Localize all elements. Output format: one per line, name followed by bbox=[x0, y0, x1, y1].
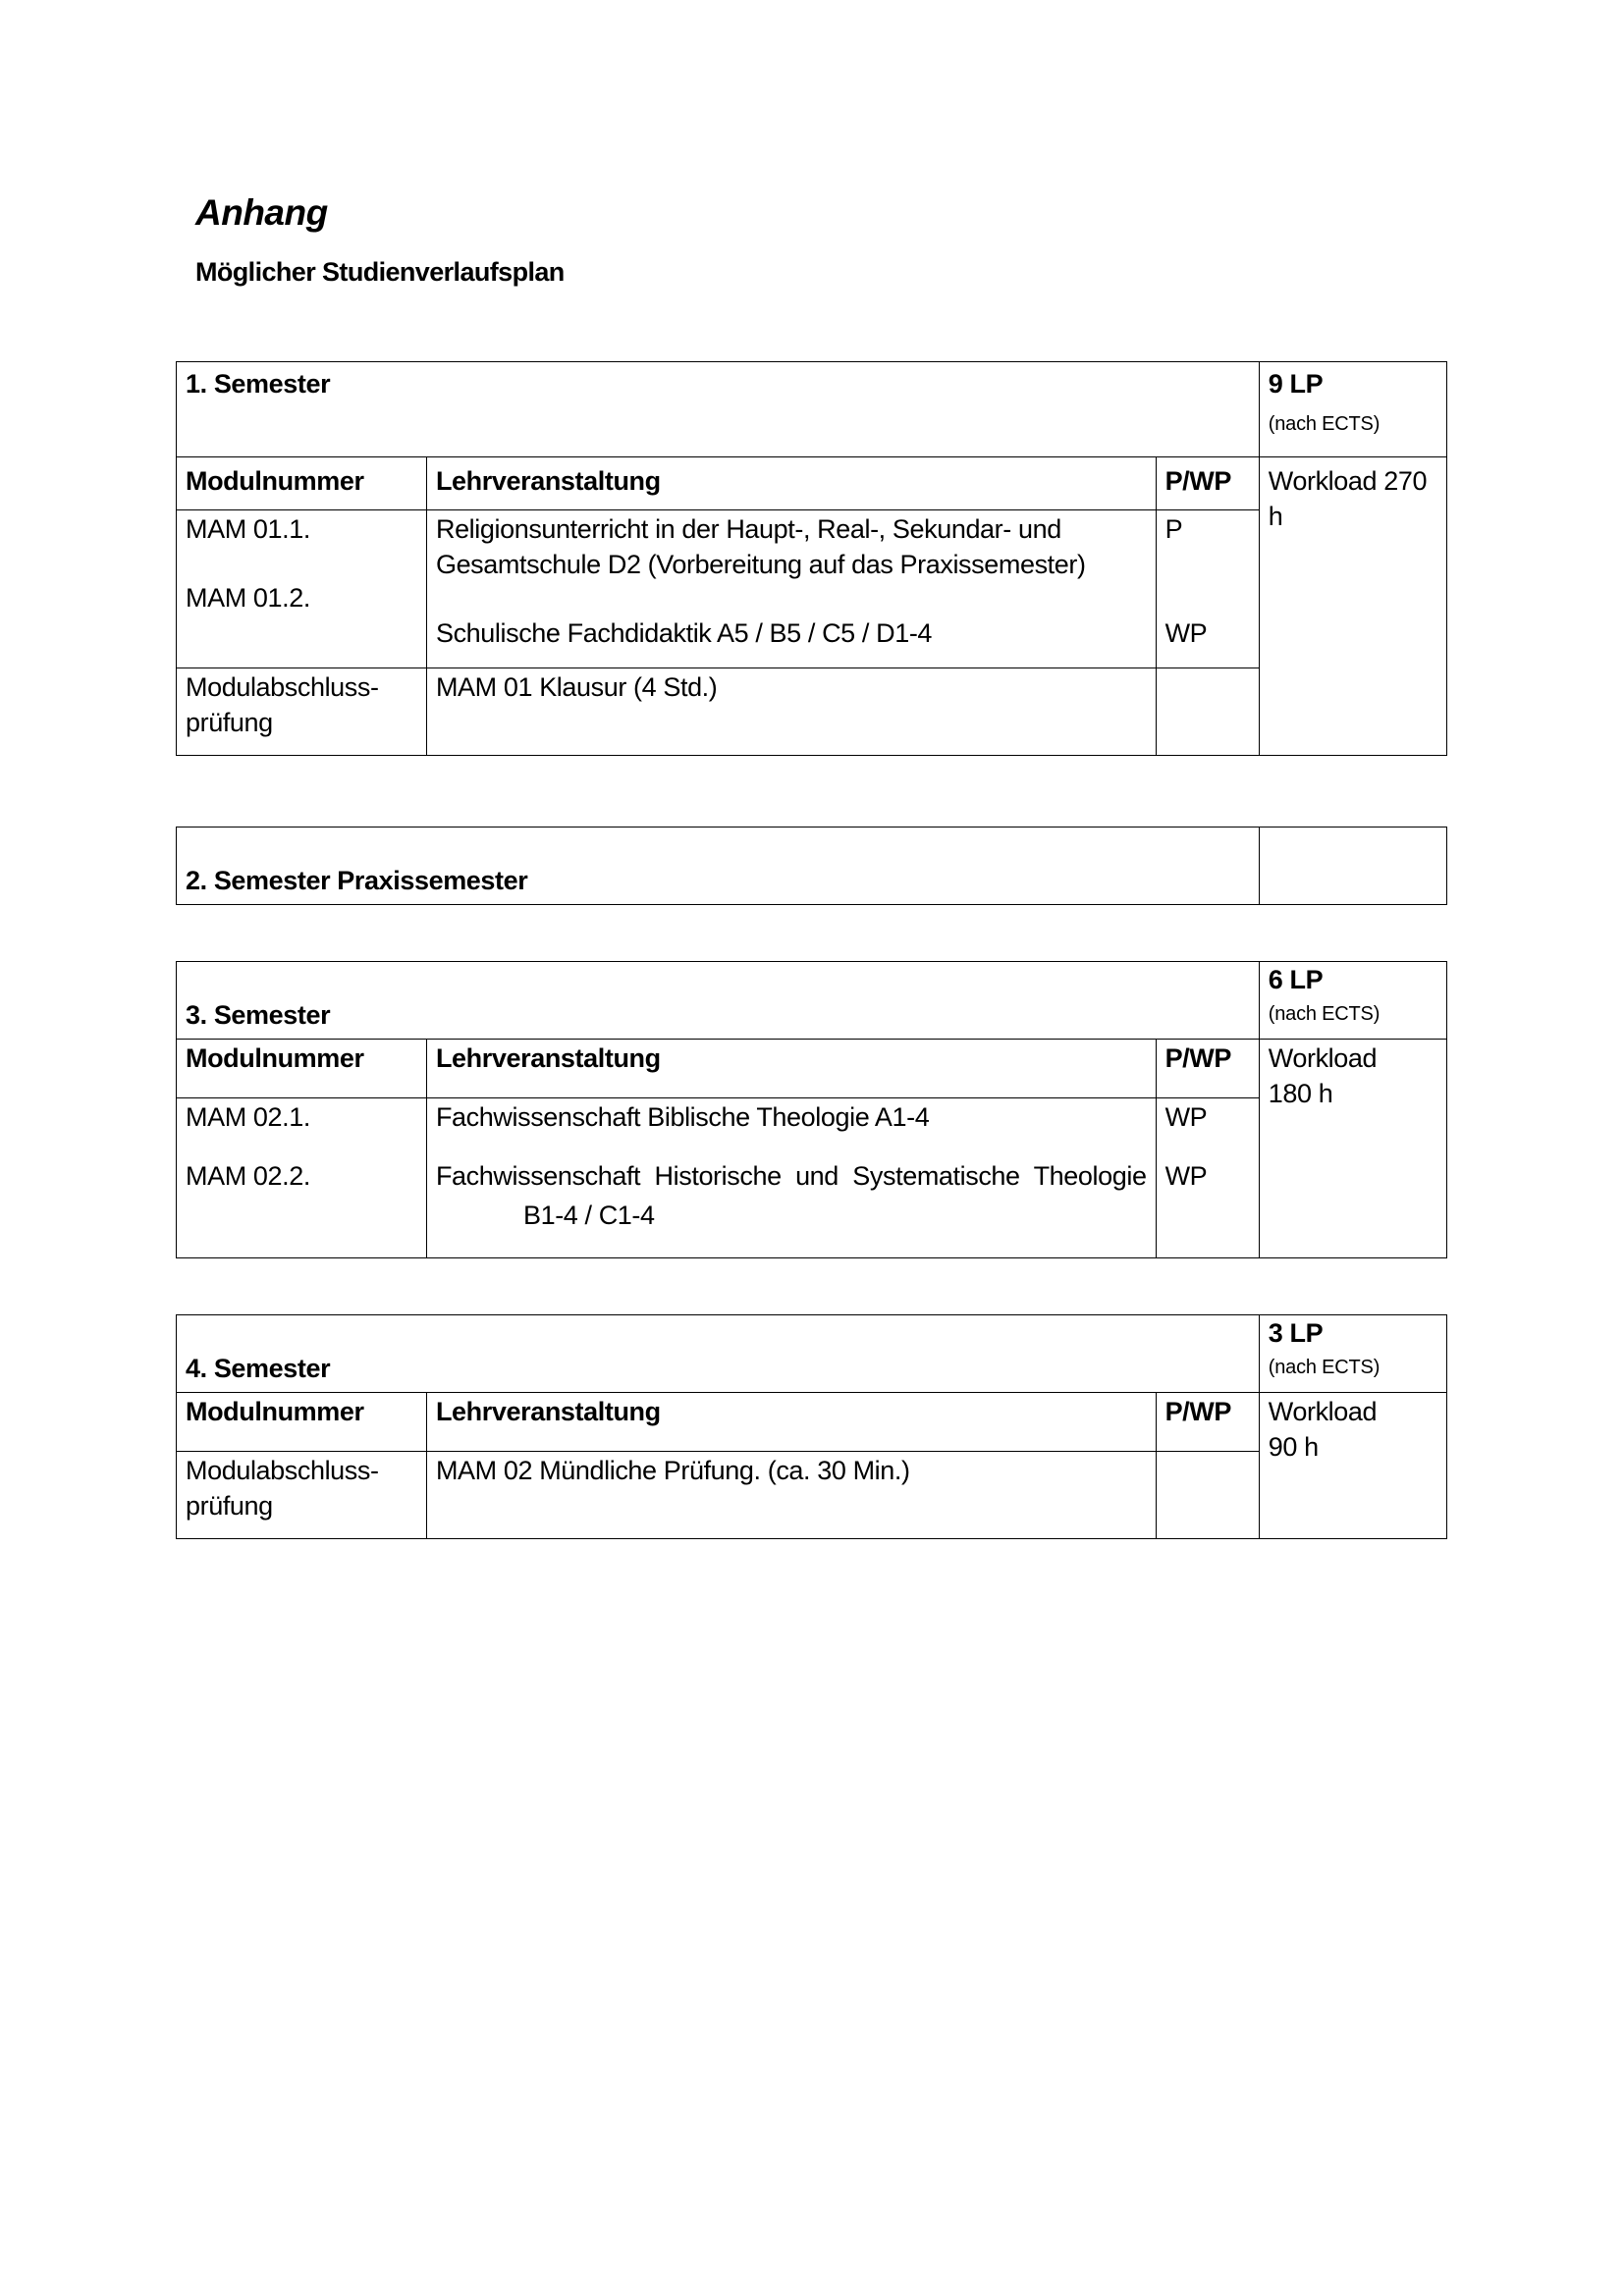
page-subtitle: Möglicher Studienverlaufsplan bbox=[195, 257, 565, 287]
course-cell bbox=[426, 510, 1156, 668]
module-number: MAM 01.2. bbox=[186, 583, 310, 613]
semester-4-lp-cell bbox=[1259, 1315, 1446, 1393]
semester-2-title-cell bbox=[177, 828, 1260, 905]
workload-value: 180 h bbox=[1268, 1079, 1333, 1108]
header-module: Modulnummer bbox=[177, 457, 427, 510]
workload bbox=[1259, 1040, 1446, 1258]
course-type: WP bbox=[1164, 1102, 1208, 1132]
course-name-continued: B1-4 / C1-4 bbox=[522, 1201, 655, 1230]
exam-course: MAM 01 Klausur (4 Std.) bbox=[426, 668, 1156, 756]
module-number: MAM 02.2. bbox=[186, 1161, 310, 1191]
header-type: P/WP bbox=[1156, 1393, 1259, 1452]
workload-label: Workload bbox=[1268, 1043, 1378, 1073]
exam-type bbox=[1156, 1452, 1259, 1539]
semester-title: 4. Semester bbox=[186, 1354, 331, 1383]
semester-3-table bbox=[176, 961, 1447, 1258]
semester-4-title-cell bbox=[177, 1315, 1260, 1393]
course-type: P bbox=[1164, 514, 1183, 544]
semester-title: 3. Semester bbox=[186, 1000, 331, 1030]
page-title: Anhang bbox=[195, 192, 328, 233]
course-name: Fachwissenschaft Biblische Theologie A1-4 bbox=[435, 1102, 930, 1132]
exam-module: Modulabschluss-prüfung bbox=[177, 668, 427, 756]
header-course: Lehrveranstaltung bbox=[426, 457, 1156, 510]
exam-course: MAM 02 Mündliche Prüfung. (ca. 30 Min.) bbox=[426, 1452, 1156, 1539]
ects-note: (nach ECTS) bbox=[1268, 1003, 1380, 1025]
semester-title: 1. Semester bbox=[186, 369, 331, 399]
module-number: MAM 02.1. bbox=[186, 1102, 310, 1132]
course-type: WP bbox=[1164, 1161, 1208, 1191]
course-type: WP bbox=[1164, 618, 1208, 648]
semester-1-lp-cell bbox=[1259, 362, 1446, 457]
semester-2-table bbox=[176, 827, 1447, 905]
header-type: P/WP bbox=[1156, 457, 1259, 510]
lp-value: 3 LP bbox=[1268, 1318, 1324, 1348]
lp-value: 6 LP bbox=[1268, 965, 1324, 994]
semester-1-table bbox=[176, 361, 1447, 756]
type-cell bbox=[1156, 1098, 1259, 1258]
semester-4-table bbox=[176, 1314, 1447, 1539]
workload bbox=[1259, 1393, 1446, 1539]
course-name: Religionsunterricht in der Haupt-, Real-, Sekundar- und Gesamtschule D2 (Vorbereitung auf das Praxissemester) bbox=[435, 514, 1086, 579]
semester-2-lp-cell bbox=[1259, 828, 1446, 905]
ects-note: (nach ECTS) bbox=[1268, 413, 1380, 435]
ects-note: (nach ECTS) bbox=[1268, 1357, 1380, 1378]
semester-3-title-cell bbox=[177, 962, 1260, 1040]
workload-value: 90 h bbox=[1268, 1432, 1319, 1462]
course-name: Fachwissenschaft Historische und Systematische Theologie bbox=[435, 1161, 1147, 1191]
lp-value: 9 LP bbox=[1268, 369, 1324, 399]
exam-type bbox=[1156, 668, 1259, 756]
semester-3-lp-cell bbox=[1259, 962, 1446, 1040]
header-course: Lehrveranstaltung bbox=[426, 1393, 1156, 1452]
header-module: Modulnummer bbox=[177, 1393, 427, 1452]
header-course: Lehrveranstaltung bbox=[426, 1040, 1156, 1098]
header-type: P/WP bbox=[1156, 1040, 1259, 1098]
semester-1-title-cell bbox=[177, 362, 1260, 457]
semester-title: 2. Semester Praxissemester bbox=[186, 866, 528, 895]
workload-label: Workload bbox=[1268, 1397, 1378, 1426]
exam-module: Modulabschluss-prüfung bbox=[177, 1452, 427, 1539]
module-cell bbox=[177, 510, 427, 668]
type-cell bbox=[1156, 510, 1259, 668]
module-cell bbox=[177, 1098, 427, 1258]
header-module: Modulnummer bbox=[177, 1040, 427, 1098]
course-cell bbox=[426, 1098, 1156, 1258]
course-name: Schulische Fachdidaktik A5 / B5 / C5 / D1-4 bbox=[435, 618, 933, 648]
workload: Workload 270 h bbox=[1259, 457, 1446, 756]
module-number: MAM 01.1. bbox=[186, 514, 310, 544]
